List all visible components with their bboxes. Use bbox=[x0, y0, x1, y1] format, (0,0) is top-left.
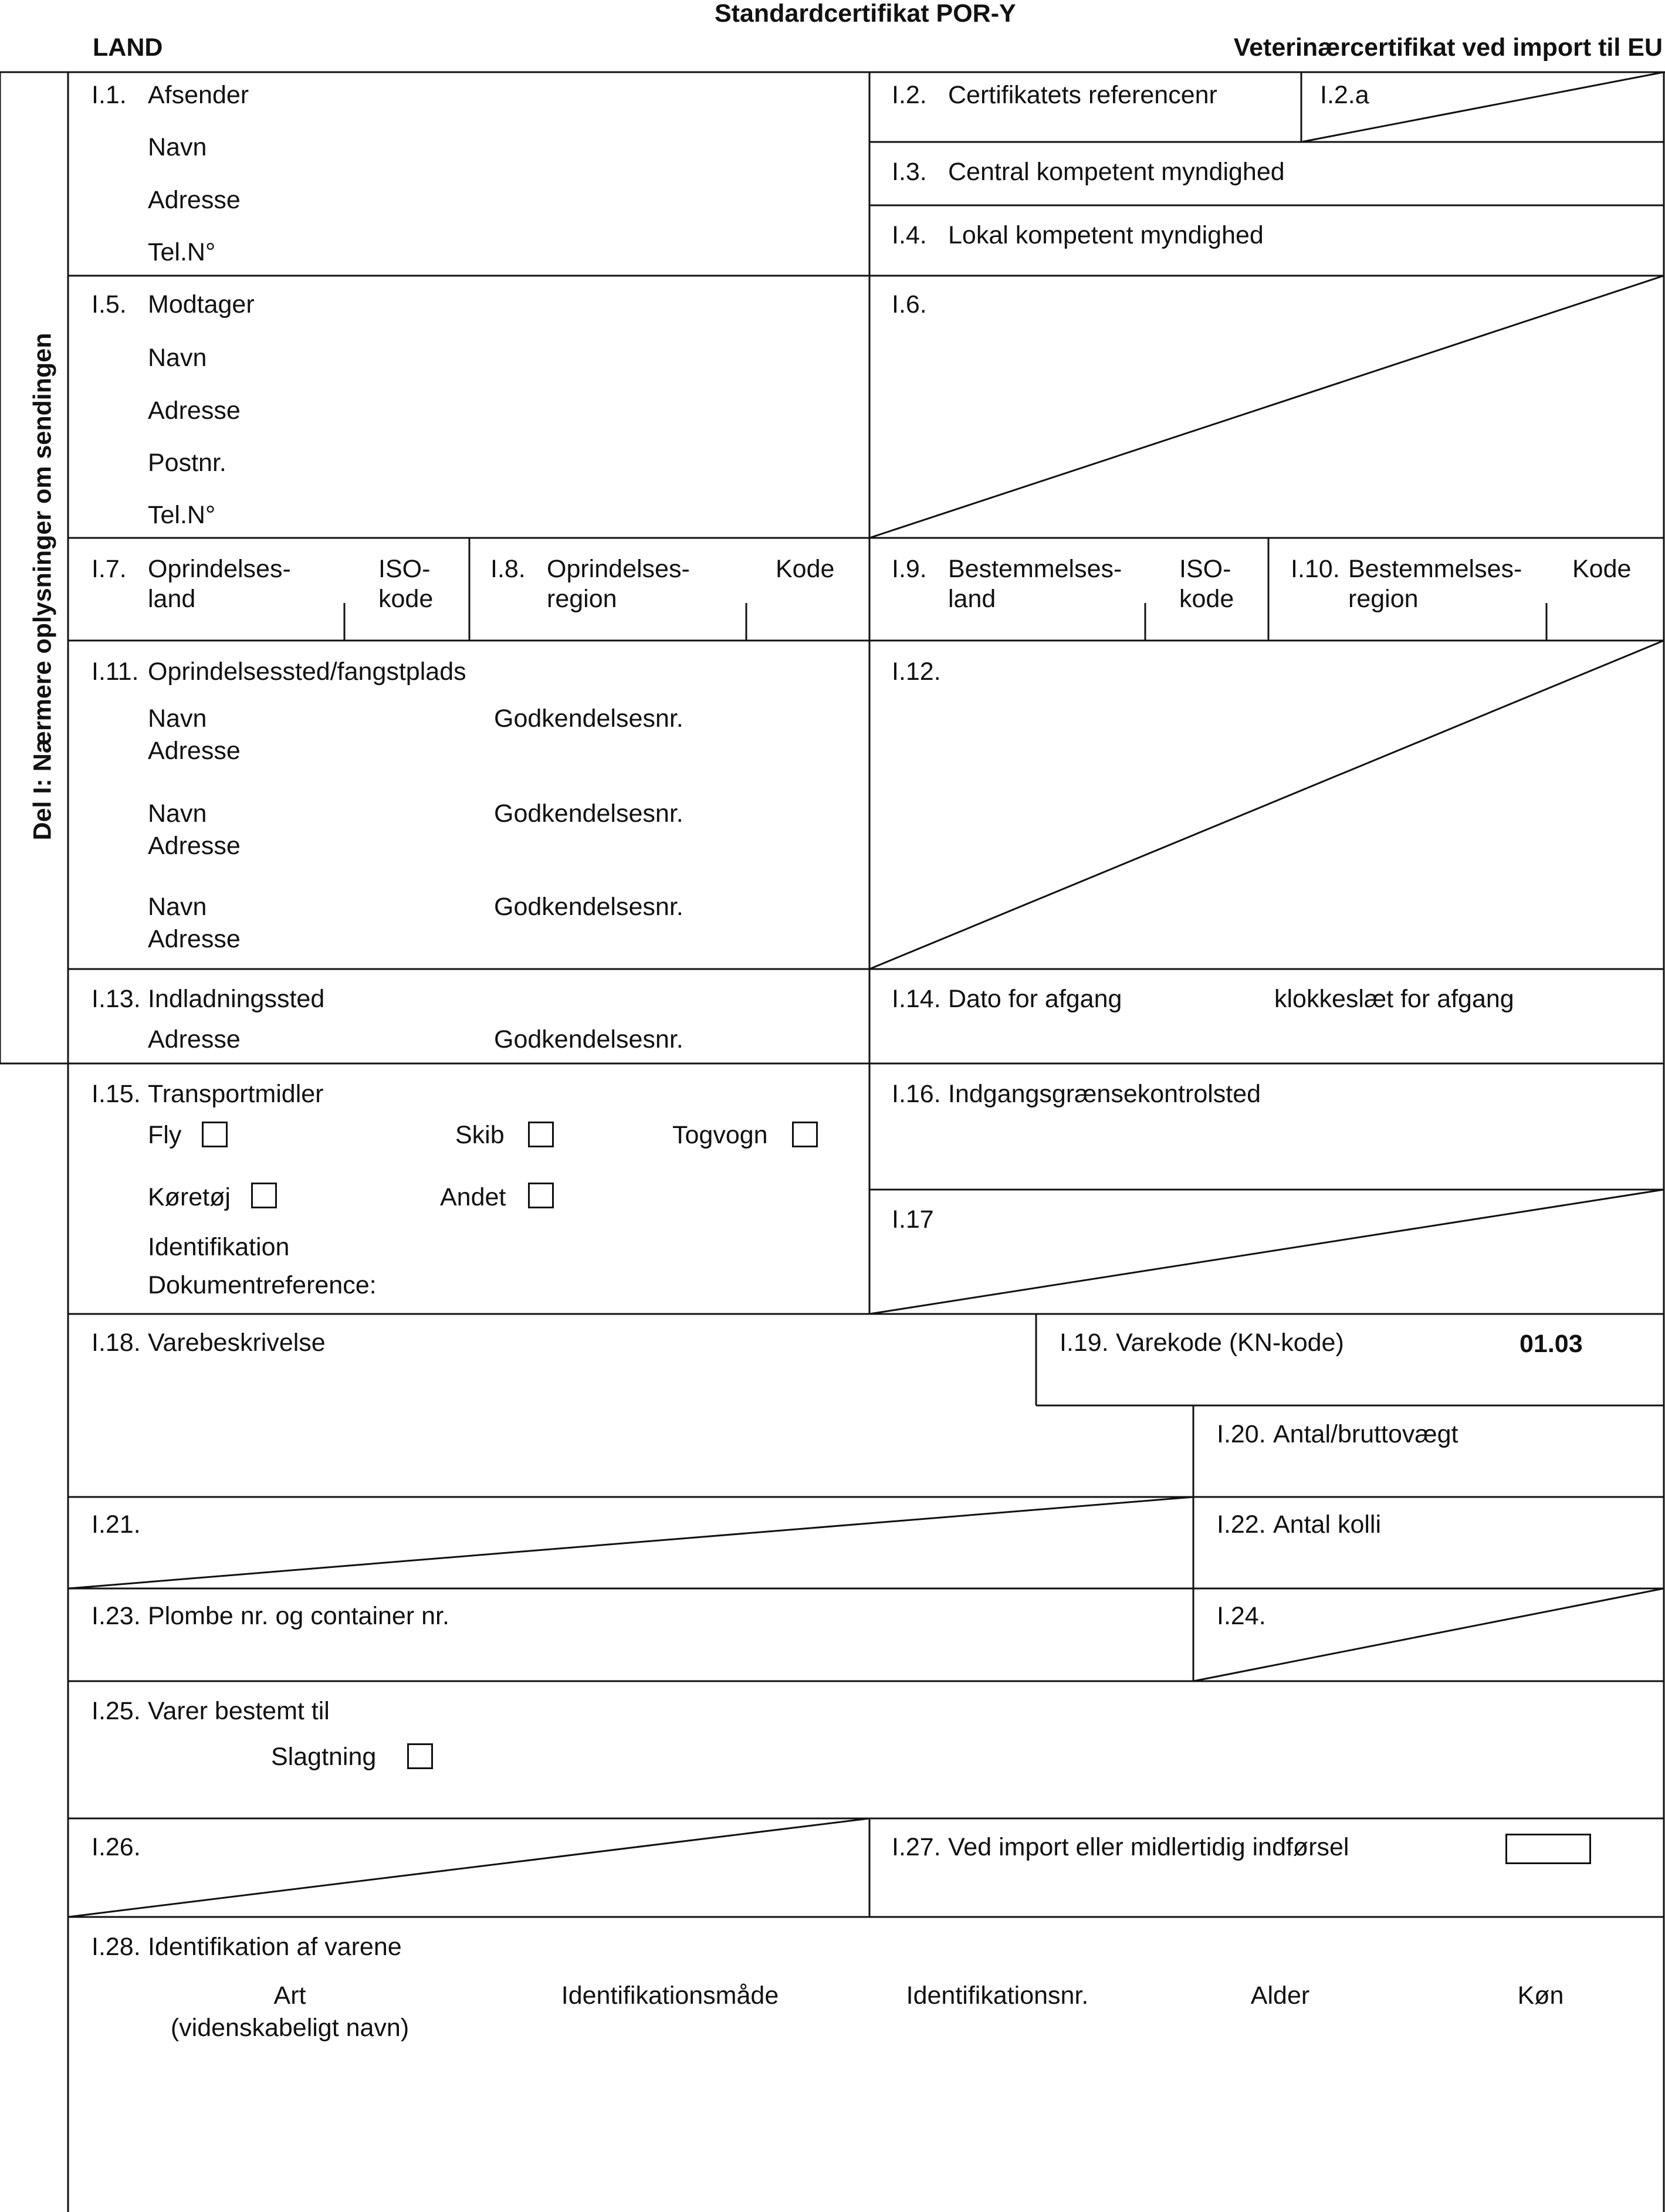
i11-entry2-godkendelsesnr: Godkendelsesnr. bbox=[494, 800, 683, 828]
i28-col-art-sub: (videnskabeligt navn) bbox=[170, 2014, 410, 2042]
i22-number: I.22. bbox=[1217, 1510, 1266, 1539]
i19-commodity-code: 01.03 bbox=[1520, 1330, 1583, 1358]
i25-number: I.25. bbox=[92, 1697, 141, 1725]
i20-title: Antal/bruttovægt bbox=[1273, 1420, 1458, 1448]
i4-number: I.4. bbox=[892, 221, 927, 249]
i7-iso-line2: kode bbox=[378, 585, 434, 613]
i3-number: I.3. bbox=[892, 158, 927, 186]
i25-slagtning-label: Slagtning bbox=[271, 1743, 377, 1771]
i8-label-line1: Oprindelses- bbox=[547, 555, 690, 583]
i16-number: I.16. bbox=[892, 1080, 941, 1108]
i11-entry3-navn: Navn bbox=[148, 893, 207, 921]
i25-slagtning-checkbox[interactable] bbox=[407, 1743, 433, 1769]
i27-title: Ved import eller midlertidig indførsel bbox=[948, 1833, 1349, 1861]
i19-title: Varekode (KN-kode) bbox=[1116, 1329, 1344, 1357]
i15-koretoj-checkbox[interactable] bbox=[251, 1183, 277, 1208]
i20-number: I.20. bbox=[1217, 1420, 1266, 1448]
certificate-subtitle: Veterinærcertifikat ved import til EU bbox=[1233, 33, 1663, 62]
i2a-label: I.2.a bbox=[1320, 81, 1369, 109]
i1-title: Afsender bbox=[148, 81, 249, 109]
i21-number: I.21. bbox=[92, 1510, 141, 1539]
i23-number: I.23. bbox=[92, 1602, 141, 1630]
i9-label-line1: Bestemmelses- bbox=[948, 555, 1122, 583]
i6-number: I.6. bbox=[892, 290, 927, 319]
i7-number: I.7. bbox=[92, 555, 127, 583]
i5-tel: Tel.N° bbox=[148, 501, 216, 529]
i11-entry1-navn: Navn bbox=[148, 704, 207, 733]
i24-number: I.24. bbox=[1217, 1602, 1266, 1630]
i15-number: I.15. bbox=[92, 1080, 141, 1108]
i14-title: Dato for afgang bbox=[948, 985, 1122, 1013]
i15-skib-label: Skib bbox=[455, 1121, 505, 1149]
i15-togvogn-checkbox[interactable] bbox=[792, 1122, 818, 1147]
i11-entry2-navn: Navn bbox=[148, 800, 207, 828]
i15-identifikation: Identifikation bbox=[148, 1233, 290, 1261]
i2-number: I.2. bbox=[892, 81, 927, 109]
i13-title: Indladningssted bbox=[148, 985, 325, 1013]
i11-entry1-adresse: Adresse bbox=[148, 737, 241, 765]
i23-title: Plombe nr. og container nr. bbox=[148, 1602, 449, 1630]
i17-number: I.17 bbox=[892, 1205, 934, 1234]
i15-andet-checkbox[interactable] bbox=[528, 1183, 554, 1208]
i27-number: I.27. bbox=[892, 1833, 941, 1861]
i15-togvogn-label: Togvogn bbox=[672, 1121, 768, 1149]
i28-col-art: Art bbox=[273, 1981, 306, 2010]
i11-entry2-adresse: Adresse bbox=[148, 832, 241, 860]
i14-time-label: klokkeslæt for afgang bbox=[1274, 985, 1514, 1013]
i10-label-line2: region bbox=[1348, 585, 1419, 613]
i2-title: Certifikatets referencenr bbox=[948, 81, 1217, 109]
i15-title: Transportmidler bbox=[148, 1080, 324, 1108]
i11-entry1-godkendelsesnr: Godkendelsesnr. bbox=[494, 704, 683, 733]
i8-code: Kode bbox=[776, 555, 835, 583]
i10-label-line1: Bestemmelses- bbox=[1348, 555, 1522, 583]
i11-entry3-godkendelsesnr: Godkendelsesnr. bbox=[494, 893, 683, 921]
i16-title: Indgangsgrænsekontrolsted bbox=[948, 1080, 1261, 1108]
i15-fly-checkbox[interactable] bbox=[202, 1122, 228, 1147]
i19-number: I.19. bbox=[1060, 1329, 1109, 1357]
i10-number: I.10. bbox=[1291, 555, 1340, 583]
i12-number: I.12. bbox=[892, 658, 941, 686]
i4-title: Lokal kompetent myndighed bbox=[948, 221, 1264, 249]
country-label: LAND bbox=[93, 33, 163, 62]
i28-number: I.28. bbox=[92, 1933, 141, 1961]
i26-number: I.26. bbox=[92, 1833, 141, 1861]
i15-koretoj-label: Køretøj bbox=[148, 1183, 231, 1211]
i5-navn: Navn bbox=[148, 344, 207, 372]
i9-iso-line1: ISO- bbox=[1179, 555, 1231, 583]
certificate-title: Standardcertifikat POR-Y bbox=[715, 0, 1016, 28]
i18-title: Varebeskrivelse bbox=[148, 1329, 326, 1357]
i7-label-line2: land bbox=[148, 585, 196, 613]
i10-code: Kode bbox=[1572, 555, 1632, 583]
i1-adresse: Adresse bbox=[148, 186, 241, 214]
i15-andet-label: Andet bbox=[440, 1183, 506, 1211]
i28-col-identifikationsmaade: Identifikationsmåde bbox=[561, 1981, 779, 2010]
i7-label-line1: Oprindelses- bbox=[148, 555, 291, 583]
i9-iso-line2: kode bbox=[1179, 585, 1234, 613]
i5-adresse: Adresse bbox=[148, 397, 241, 425]
i27-input-field[interactable] bbox=[1505, 1834, 1591, 1864]
i13-godkendelsesnr: Godkendelsesnr. bbox=[494, 1025, 683, 1054]
i15-skib-checkbox[interactable] bbox=[528, 1122, 554, 1147]
i1-number: I.1. bbox=[92, 81, 127, 109]
i14-number: I.14. bbox=[892, 985, 941, 1013]
i28-col-kon: Køn bbox=[1517, 1981, 1564, 2010]
i11-number: I.11. bbox=[92, 658, 139, 686]
i13-adresse: Adresse bbox=[148, 1025, 241, 1054]
i22-title: Antal kolli bbox=[1273, 1510, 1382, 1539]
i8-label-line2: region bbox=[547, 585, 617, 613]
i1-navn: Navn bbox=[148, 133, 207, 161]
i8-number: I.8. bbox=[490, 555, 526, 583]
i11-title: Oprindelsessted/fangstplads bbox=[148, 658, 466, 686]
i5-title: Modtager bbox=[148, 290, 255, 319]
i28-col-identifikationsnr: Identifikationsnr. bbox=[906, 1981, 1089, 2010]
i5-postnr: Postnr. bbox=[148, 449, 226, 477]
i15-fly-label: Fly bbox=[148, 1121, 182, 1149]
i28-col-alder: Alder bbox=[1250, 1981, 1310, 2010]
part-one-side-label: Del I: Nærmere oplysninger om sendingen bbox=[28, 333, 57, 841]
i5-number: I.5. bbox=[92, 290, 127, 319]
i18-number: I.18. bbox=[92, 1329, 141, 1357]
i15-dokumentreference: Dokumentreference: bbox=[148, 1271, 377, 1299]
i3-title: Central kompetent myndighed bbox=[948, 158, 1285, 186]
i1-tel: Tel.N° bbox=[148, 238, 216, 266]
i7-iso-line1: ISO- bbox=[378, 555, 431, 583]
i13-number: I.13. bbox=[92, 985, 141, 1013]
i25-title: Varer bestemt til bbox=[148, 1697, 330, 1725]
i28-title: Identifikation af varene bbox=[148, 1933, 402, 1961]
i9-number: I.9. bbox=[892, 555, 927, 583]
i11-entry3-adresse: Adresse bbox=[148, 925, 241, 953]
i9-label-line2: land bbox=[948, 585, 996, 613]
